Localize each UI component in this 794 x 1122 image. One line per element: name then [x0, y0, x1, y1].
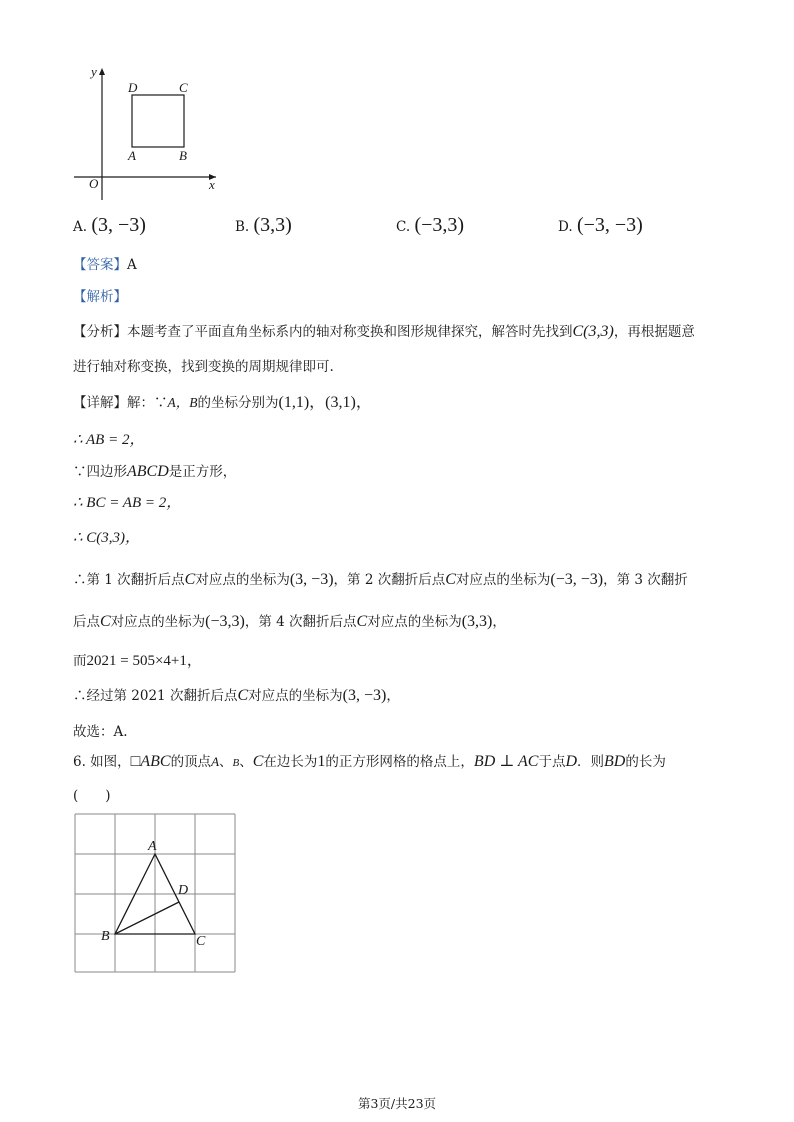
detail-math: C — [356, 613, 368, 630]
grid-triangle-figure — [72, 812, 238, 976]
detail-text: ， — [386, 688, 400, 704]
detail-text: 对应点的坐标为 — [367, 614, 462, 630]
q6-text: ．则 — [577, 754, 605, 770]
segment-bd — [115, 902, 179, 934]
detail-text: 对应点的坐标为 — [248, 688, 343, 704]
q6-math: C — [252, 753, 264, 770]
detail-math: C — [184, 571, 196, 588]
detail-line-9 — [73, 686, 400, 706]
square-grid — [75, 814, 235, 972]
option-b — [235, 215, 292, 237]
q6-text: 的长为 — [625, 754, 666, 770]
detail-text: ，第 4 次翻折后点 — [244, 614, 357, 630]
point-a-label: A — [128, 148, 136, 163]
detail-text: 的坐标分别为 — [197, 395, 279, 411]
q6-math: A — [211, 754, 220, 769]
detail-text: 对应点的坐标为 — [110, 614, 206, 630]
detail-math: (−3,3) — [205, 613, 245, 630]
origin-label: O — [89, 176, 99, 191]
point-b-label: B — [101, 929, 110, 944]
detail-text: 是正方形， — [168, 464, 237, 480]
point-b-label: B — [179, 148, 187, 163]
detail-text: ，第 2 次翻折后点 — [333, 572, 446, 588]
detail-text: 对应点的坐标为 — [455, 572, 551, 588]
detail-math: C — [237, 687, 249, 704]
detail-math: A，B — [167, 395, 198, 410]
fenxi-text-2: ，再根据题意 — [613, 324, 695, 340]
q6-text: 6. 如图， — [73, 754, 131, 770]
q6-math: 1 — [317, 753, 326, 770]
detail-text: 对应点的坐标为 — [195, 572, 290, 588]
option-letter: C. — [396, 219, 411, 235]
answer-tag: 【答案】 — [73, 257, 127, 273]
fenxi-point: C(3,3) — [572, 323, 614, 340]
detail-text: 而 — [73, 653, 87, 669]
detail-math: ABCD — [127, 463, 169, 480]
option-value: (−3, −3) — [576, 214, 643, 236]
question-6-blank: ( ) — [73, 788, 111, 804]
option-value: (3,3) — [253, 214, 292, 236]
detail-math: (3,3) — [461, 613, 493, 630]
option-value: (−3,3) — [414, 214, 465, 236]
detail-math: C — [445, 571, 456, 588]
q6-math: D — [565, 753, 578, 770]
detail-text: ， — [492, 614, 506, 630]
option-d — [558, 215, 643, 237]
point-c-label: C — [196, 934, 206, 949]
detail-text: ∵四边形 — [73, 464, 127, 480]
detail-math: (−3, −3) — [550, 571, 604, 588]
fenxi-text-1: 本题考查了平面直角坐标系内的轴对称变换和图形规律探究，解答时先找到 — [127, 324, 573, 340]
detail-line-3 — [73, 462, 236, 482]
q6-text: 的顶点 — [170, 754, 212, 770]
axis-y-label: y — [91, 64, 97, 79]
q6-text: 在边长为 — [263, 754, 318, 770]
detail-tag: 【详解】 — [73, 395, 127, 411]
detail-line-4: ∴ BC = AB = 2， — [73, 495, 182, 511]
detail-text: 后点 — [73, 614, 100, 630]
option-c — [396, 215, 464, 237]
q6-text: 、 — [239, 754, 253, 770]
q6-math: □ABC — [130, 753, 171, 770]
detail-math: 2021 = 505×4+1， — [86, 653, 202, 669]
detail-math: (3, −3) — [289, 571, 334, 588]
detail-line-7 — [73, 612, 506, 632]
detail-text: 解：∵ — [127, 395, 168, 411]
answer-line — [73, 255, 137, 275]
question-6-line-1 — [73, 752, 666, 773]
fenxi-line-2: 进行轴对称变换，找到变换的周期规律即可. — [73, 359, 334, 375]
detail-line-5: ∴ C(3,3)， — [73, 530, 141, 546]
detail-line-8 — [73, 651, 202, 671]
fenxi-line-1 — [73, 322, 695, 342]
detail-text: ∴第 1 次翻折后点 — [73, 572, 185, 588]
detail-math: (3, −3) — [342, 687, 387, 704]
detail-text: ∴经过第 2021 次翻折后点 — [73, 688, 238, 704]
fenxi-tag: 【分析】 — [73, 324, 127, 340]
q6-text: 于点 — [538, 754, 566, 770]
point-a-label: A — [148, 839, 157, 854]
q6-math: BD ⊥ AC — [473, 753, 539, 770]
point-d-label: D — [128, 80, 138, 95]
detail-math: (1,1)，(3,1)， — [278, 394, 372, 411]
detail-line-2: ∴ AB = 2， — [73, 432, 145, 448]
axis-x-label: x — [209, 177, 215, 192]
q6-text: 、 — [219, 754, 233, 770]
answer-value: A — [127, 257, 137, 273]
option-value: (3, −3) — [91, 214, 146, 236]
detail-text: ，第 3 次翻折 — [603, 572, 688, 588]
detail-math: C — [100, 613, 111, 630]
option-letter: B. — [235, 219, 250, 235]
analysis-tag: 【解析】 — [73, 289, 127, 305]
point-c-label: C — [179, 80, 188, 95]
square-abcd — [132, 95, 184, 147]
detail-line-10: 故选：A. — [73, 724, 128, 740]
coordinate-figure — [66, 62, 236, 202]
q6-text: 的正方形网格的格点上， — [325, 754, 474, 770]
q6-math: B — [232, 757, 240, 769]
detail-line-6 — [73, 570, 688, 590]
option-letter: A. — [73, 219, 88, 235]
q6-math: BD — [604, 753, 626, 770]
y-axis-arrow-icon — [99, 68, 105, 75]
detail-line-1 — [73, 393, 372, 413]
page-footer: 第3页/共23页 — [357, 1096, 437, 1111]
option-a — [73, 215, 146, 237]
point-d-label: D — [178, 883, 189, 898]
option-letter: D. — [558, 219, 573, 235]
